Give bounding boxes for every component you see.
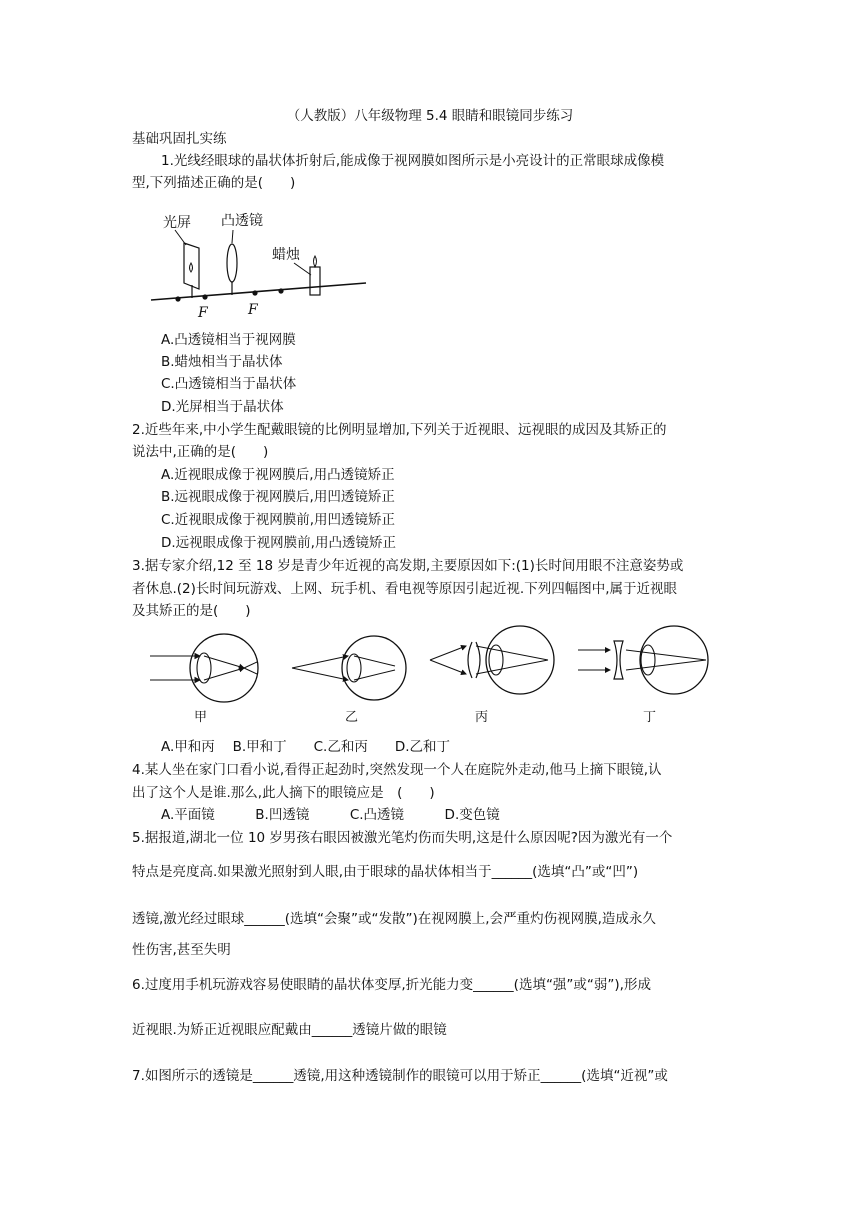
q2-stem-line-2: 说法中,正确的是( ) [132,444,269,460]
q1-option-a: A.凸透镜相当于视网膜 [161,332,296,348]
q3-diagram-bing [430,626,554,694]
q1-label-candle: 蜡烛 [272,247,300,263]
q6-line-2: 近视眼.为矫正近视眼应配戴由______透镜片做的眼镜 [132,1022,447,1038]
q1-stem-line-2: 型,下列描述正确的是( ) [132,175,296,191]
q2-option-a: A.近视眼成像于视网膜后,用凸透镜矫正 [161,467,395,483]
q5-line-3: 透镜,激光经过眼球______(选填“会聚”或“发散”)在视网膜上,会严重灼伤视网膜,造成永久 [132,911,656,927]
q3-options: A.甲和丙 B.甲和丁 C.乙和丙 D.乙和丁 [161,739,451,755]
section-heading: 基础巩固扎实练 [132,131,227,147]
q2-stem-line-1: 2.近些年来,中小学生配戴眼镜的比例明显增加,下列关于近视眼、远视眼的成因及其矫正的 [132,422,667,438]
q1-option-d: D.光屏相当于晶状体 [161,399,284,415]
q3-stem-line-1: 3.据专家介绍,12 至 18 岁是青少年近视的高发期,主要原因如下:(1)长时间用眼不注意姿势或 [132,558,684,574]
q1-figure [148,205,368,323]
q1-label-f1: F [198,305,208,321]
q1-option-b: B.蜡烛相当于晶状体 [161,354,283,370]
q3-diagram-yi [292,636,406,700]
page-title: （人教版）八年级物理 5.4 眼睛和眼镜同步练习 [286,108,574,124]
q3-stem-line-2: 者休息.(2)长时间玩游戏、上网、玩手机、看电视等原因引起近视.下列四幅图中,属于近视眼 [132,581,677,597]
q4-options: A.平面镜 B.凹透镜 C.凸透镜 D.变色镜 [161,807,500,823]
q3-stem-line-3: 及其矫正的是( ) [132,603,251,619]
q1-label-screen: 光屏 [163,215,191,231]
q5-line-4: 性伤害,甚至失明 [132,942,231,958]
q3-label-bing: 丙 [475,710,489,725]
q3-diagram-jia [150,634,258,702]
q3-figure [140,620,740,728]
q1-label-lens: 凸透镜 [221,213,263,229]
q1-stem-line-1: 1.光线经眼球的晶状体折射后,能成像于视网膜如图所示是小亮设计的正常眼球成像模 [161,153,665,169]
q5-line-1: 5.据报道,湖北一位 10 岁男孩右眼因被激光笔灼伤而失明,这是什么原因呢?因为激光有一个 [132,830,673,846]
q3-label-yi: 乙 [345,710,359,725]
q3-diagram-ding [578,626,708,694]
q2-option-d: D.远视眼成像于视网膜前,用凸透镜矫正 [161,535,396,551]
q5-line-2: 特点是亮度高.如果激光照射到人眼,由于眼球的晶状体相当于______(选填“凸”或“凹”) [132,864,639,880]
q2-option-b: B.远视眼成像于视网膜后,用凹透镜矫正 [161,489,395,505]
q1-label-f2: F [248,302,258,318]
q3-label-jia: 甲 [194,710,208,725]
q4-stem-line-2: 出了这个人是谁.那么,此人摘下的眼镜应是 ( ) [132,785,435,801]
q7-line-1: 7.如图所示的透镜是______透镜,用这种透镜制作的眼镜可以用于矫正______(选填“近视”或 [132,1068,668,1084]
q6-line-1: 6.过度用手机玩游戏容易使眼睛的晶状体变厚,折光能力变______(选填“强”或“弱”),形成 [132,977,651,993]
q1-option-c: C.凸透镜相当于晶状体 [161,376,297,392]
q2-option-c: C.近视眼成像于视网膜前,用凹透镜矫正 [161,512,396,528]
q4-stem-line-1: 4.某人坐在家门口看小说,看得正起劲时,突然发现一个人在庭院外走动,他马上摘下眼镜,认 [132,762,662,778]
q3-label-ding: 丁 [643,710,657,725]
